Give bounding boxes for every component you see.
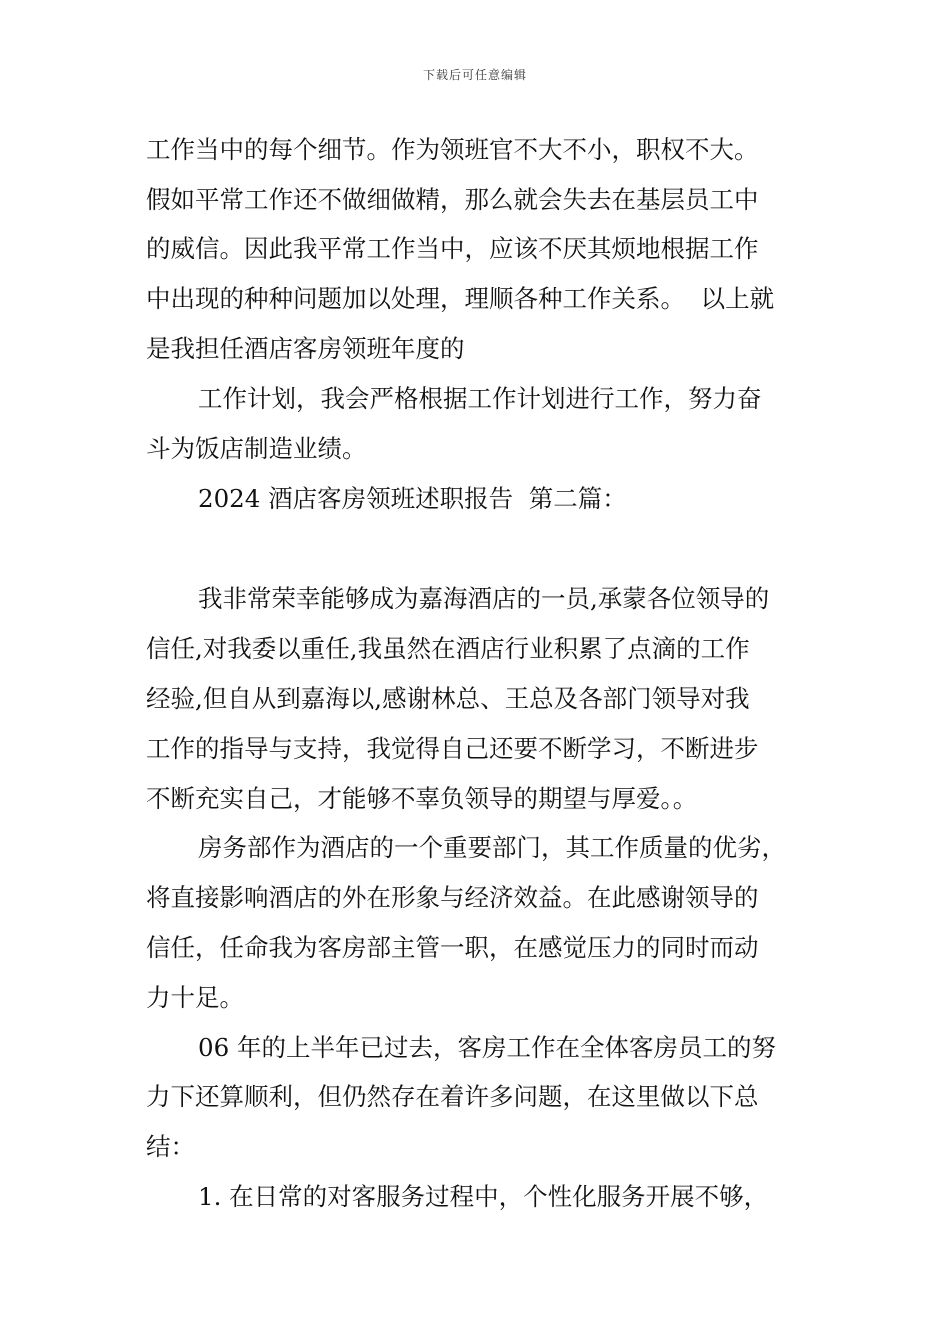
text-line: 不断充实自己，才能够不辜负领导的期望与厚爱。。: [146, 784, 698, 813]
text-line: 工作当中的每个细节。作为领班官不大不小，职权不大。: [146, 135, 759, 164]
text-line: 将直接影响酒店的外在形象与经济效益。在此感谢领导的: [146, 883, 759, 912]
list-item: 1. 在日常的对客服务过程中，个性化服务开展不够，: [198, 1182, 769, 1211]
text-line: 假如平常工作还不做细做精，那么就会失去在基层员工中: [146, 185, 759, 214]
text-line: 我非常荣幸能够成为嘉海酒店的一员,承蒙各位领导的: [198, 584, 770, 613]
text-line: 信任，任命我为客房部主管一职，在感觉压力的同时而动: [146, 933, 759, 962]
page-header-note: 下载后可任意编辑: [422, 68, 527, 82]
text-line: 的威信。因此我平常工作当中，应该不厌其烦地根据工作: [146, 234, 759, 263]
text-line: 中出现的种种问题加以处理，理顺各种工作关系。 以上就: [146, 284, 775, 313]
text-line: 结：: [146, 1132, 195, 1161]
text-line: 力下还算顺利，但仍然存在着许多问题，在这里做以下总: [146, 1082, 759, 1111]
text-line: 力十足。: [146, 983, 244, 1012]
section-heading: 2024 酒店客房领班述职报告 第二篇：: [198, 484, 627, 513]
text-line: 06 年的上半年已过去，客房工作在全体客房员工的努: [198, 1033, 776, 1062]
text-line: 斗为饭店制造业绩。: [146, 434, 367, 463]
text-line: 工作的指导与支持，我觉得自己还要不断学习，不断进步: [146, 734, 759, 763]
text-line: 经验,但自从到嘉海以,感谢林总、王总及各部门领导对我: [146, 684, 750, 713]
text-line: 信任,对我委以重任,我虽然在酒店行业积累了点滴的工作: [146, 634, 750, 663]
text-line: 工作计划，我会严格根据工作计划进行工作，努力奋: [198, 384, 762, 413]
text-line: 房务部作为酒店的一个重要部门，其工作质量的优劣，: [198, 833, 786, 862]
text-line: 是我担任酒店客房领班年度的: [146, 334, 465, 363]
